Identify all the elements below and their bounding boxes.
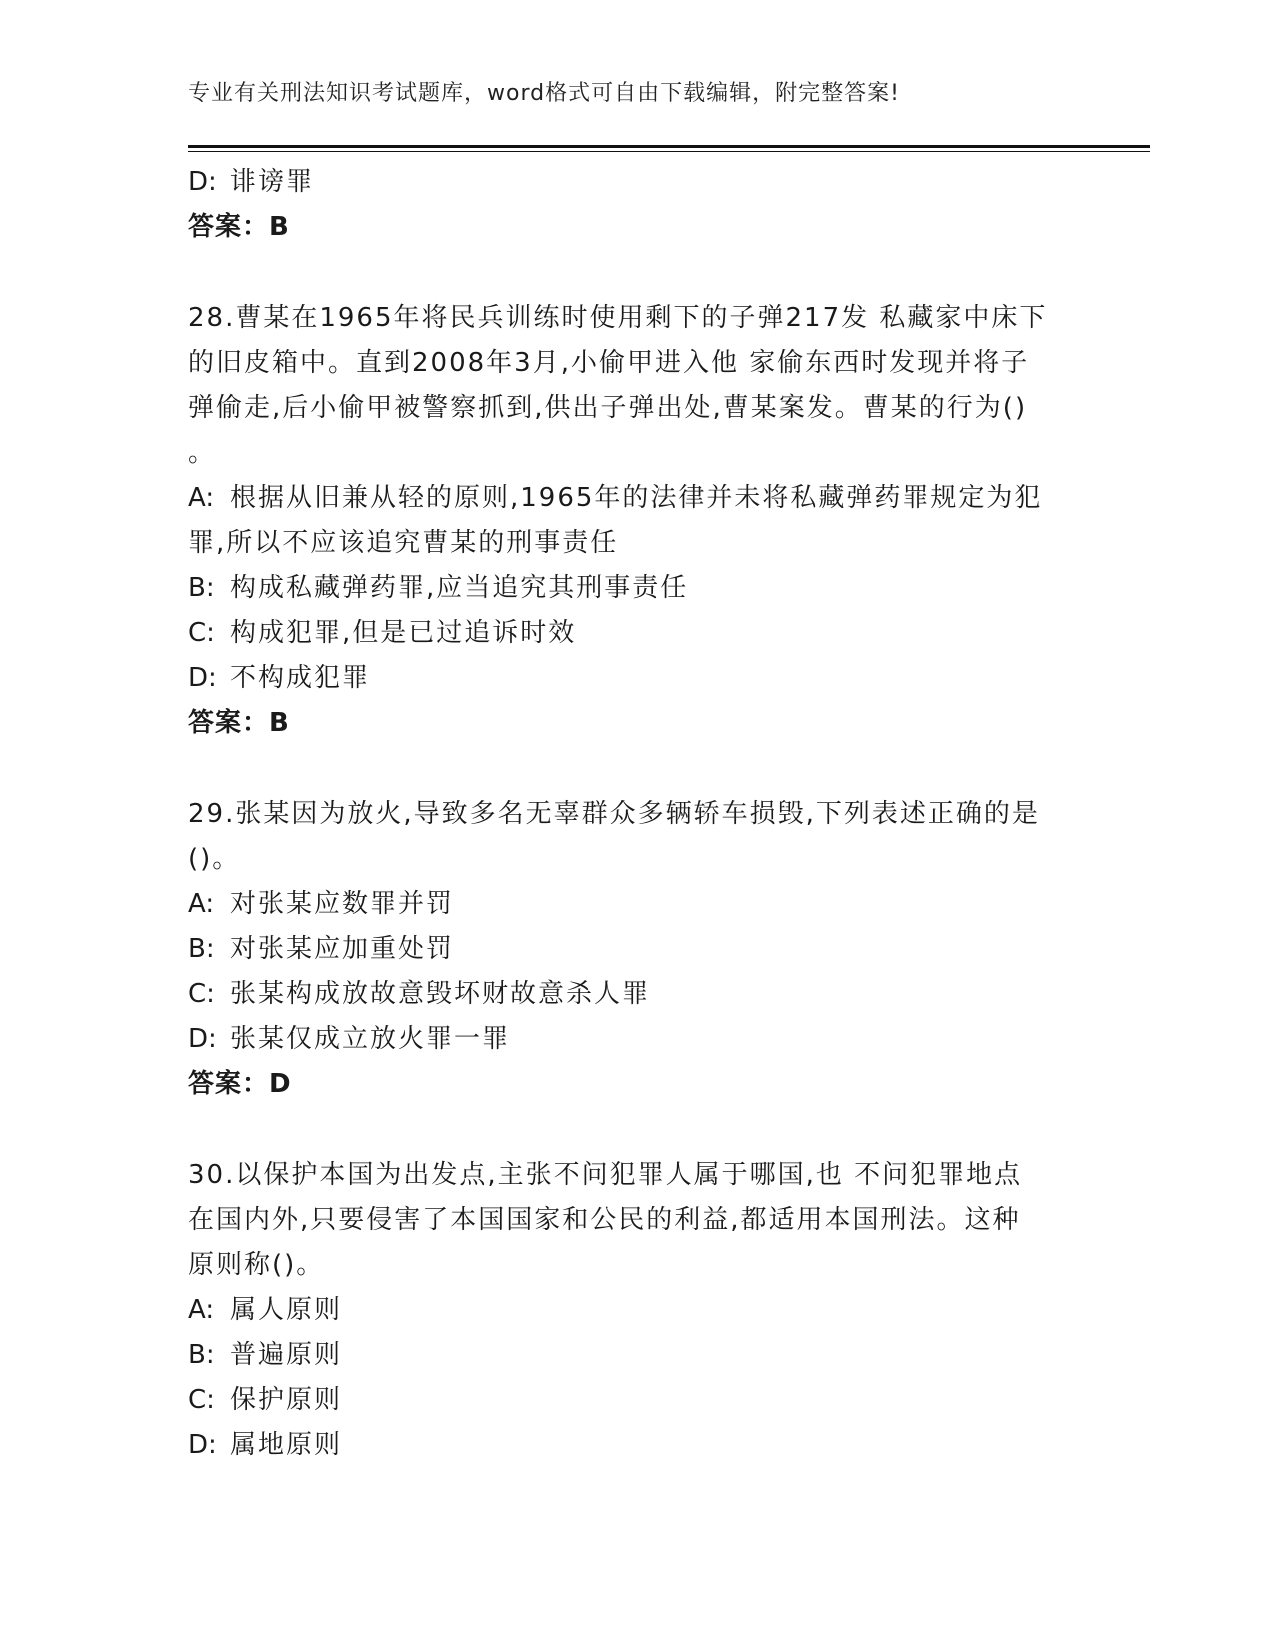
question-28 [188, 296, 1068, 746]
option-label: C: [188, 979, 215, 1009]
question-29 [188, 792, 1068, 1107]
option-text: 不构成犯罪 [230, 663, 371, 693]
option-a-continued: 罪,所以不应该追究曹某的刑事责任 [188, 528, 619, 558]
option-text: 诽谤罪 [230, 167, 315, 197]
option-text: 属地原则 [230, 1430, 343, 1460]
spacer [188, 1107, 1068, 1153]
question-line: 28.曹某在1965年将民兵训练时使用剩下的子弹217发 私藏家中床下 [188, 303, 1048, 333]
question-line: 。 [188, 438, 217, 468]
option-a [188, 882, 1068, 927]
option-label: C: [188, 1385, 215, 1415]
option-d [188, 1423, 1068, 1468]
answer: 答案：B [188, 708, 290, 738]
option-label: A: [188, 483, 215, 513]
question-30 [188, 1153, 1068, 1468]
option-c [188, 972, 1068, 1017]
option-c [188, 611, 1068, 656]
option-a [188, 476, 1068, 521]
option-d [188, 656, 1068, 701]
option-label: A: [188, 889, 215, 919]
option-text: 对张某应数罪并罚 [230, 889, 455, 919]
answer: 答案：D [188, 1069, 292, 1099]
option-label: C: [188, 618, 215, 648]
page-header: 专业有关刑法知识考试题库，word格式可自由下载编辑，附完整答案! [188, 81, 900, 106]
question-line: ()。 [188, 844, 241, 874]
question-line: 弹偷走,后小偷甲被警察抓到,供出子弹出处,曹某案发。曹某的行为() [188, 393, 1028, 423]
spacer [188, 250, 1068, 296]
header-rule-thin [188, 151, 1150, 152]
prev-answer: 答案：B [188, 212, 290, 242]
option-label: A: [188, 1295, 215, 1325]
option-text: 普遍原则 [230, 1340, 343, 1370]
header-rule-thick [188, 145, 1150, 148]
question-line: 原则称()。 [188, 1250, 325, 1280]
question-line: 在国内外,只要侵害了本国国家和公民的利益,都适用本国刑法。这种 [188, 1205, 1021, 1235]
option-c [188, 1378, 1068, 1423]
option-b [188, 927, 1068, 972]
option-a [188, 1288, 1068, 1333]
option-text: 对张某应加重处罚 [230, 934, 455, 964]
option-label: B: [188, 934, 215, 964]
option-text: 保护原则 [230, 1385, 343, 1415]
option-label: B: [188, 573, 215, 603]
spacer [188, 746, 1068, 792]
option-text: 根据从旧兼从轻的原则,1965年的法律并未将私藏弹药罪规定为犯 [230, 483, 1043, 513]
option-label: D: [188, 1430, 217, 1460]
option-text: 张某构成放故意毁坏财故意杀人罪 [230, 979, 651, 1009]
question-line: 30.以保护本国为出发点,主张不问犯罪人属于哪国,也 不问犯罪地点 [188, 1160, 1023, 1190]
question-line: 的旧皮箱中。直到2008年3月,小偷甲进入他 家偷东西时发现并将子 [188, 348, 1030, 378]
document-body [188, 160, 1068, 1468]
option-text: 张某仅成立放火罪一罪 [230, 1024, 511, 1054]
question-line: 29.张某因为放火,导致多名无辜群众多辆轿车损毁,下列表述正确的是 [188, 799, 1040, 829]
option-d [188, 1017, 1068, 1062]
option-label: D: [188, 663, 217, 693]
option-b [188, 1333, 1068, 1378]
option-label: D: [188, 1024, 217, 1054]
option-label: B: [188, 1340, 215, 1370]
option-text: 构成犯罪,但是已过追诉时效 [230, 618, 577, 648]
option-label: D: [188, 167, 217, 197]
prev-option-d [188, 160, 1068, 205]
option-b [188, 566, 1068, 611]
option-text: 属人原则 [230, 1295, 343, 1325]
option-text: 构成私藏弹药罪,应当追究其刑事责任 [230, 573, 689, 603]
